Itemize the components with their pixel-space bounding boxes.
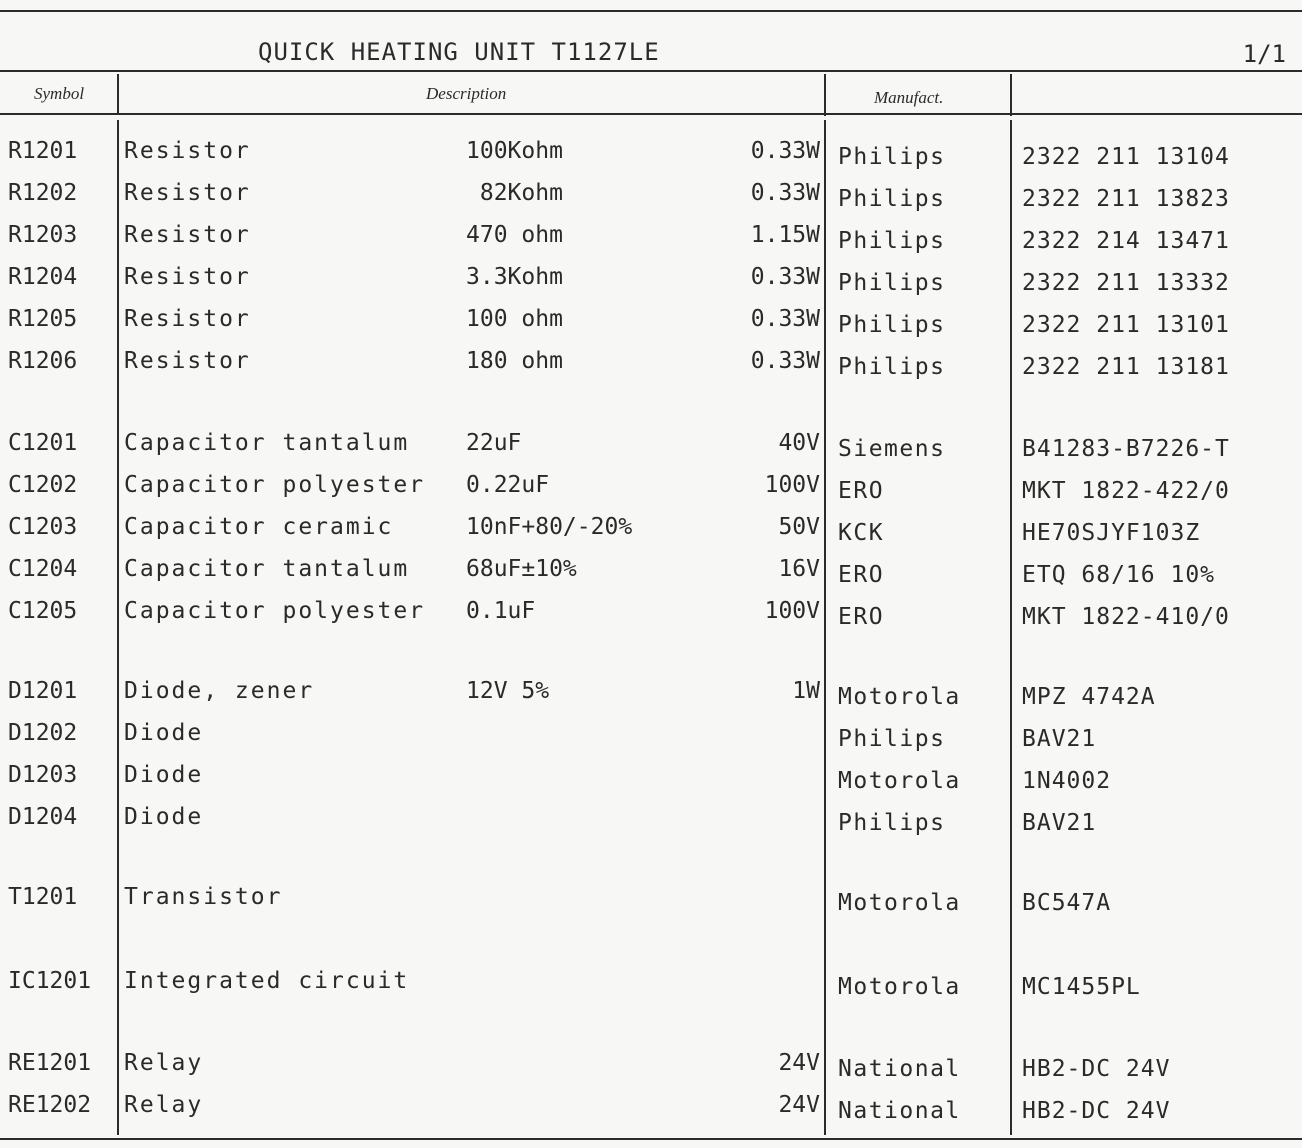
cell-part-number: ETQ 68/16 10% — [1022, 562, 1216, 588]
table-row — [0, 180, 1302, 216]
table-row — [0, 348, 1302, 384]
cell-part-number: 2322 211 13104 — [1022, 144, 1230, 170]
table-row — [0, 514, 1302, 550]
table-row — [0, 678, 1302, 714]
cell-description: Resistor — [124, 180, 251, 206]
cell-symbol: C1205 — [8, 598, 78, 624]
cell-symbol: T1201 — [8, 884, 78, 910]
table-row — [0, 556, 1302, 592]
cell-description: Resistor — [124, 138, 251, 164]
table-row — [0, 1092, 1302, 1128]
cell-part-number: HB2-DC 24V — [1022, 1098, 1171, 1124]
page-number: 1/1 — [1242, 40, 1286, 68]
cell-symbol: C1203 — [8, 514, 78, 540]
cell-manufacturer: National — [838, 1098, 961, 1124]
cell-description: Capacitor tantalum — [124, 556, 410, 582]
cell-description: Relay — [124, 1050, 204, 1076]
table-row — [0, 222, 1302, 258]
cell-part-number: 1N4002 — [1022, 768, 1112, 794]
cell-rating: 0.33W — [750, 180, 820, 206]
table-row — [0, 264, 1302, 300]
cell-description: Integrated circuit — [124, 968, 410, 994]
cell-description: Capacitor tantalum — [124, 430, 410, 456]
table-row — [0, 598, 1302, 634]
col-divider-manufacturer — [1010, 74, 1012, 116]
table-row — [0, 720, 1302, 756]
cell-part-number: MKT 1822-422/0 — [1022, 478, 1230, 504]
cell-symbol: R1202 — [8, 180, 78, 206]
cell-part-number: BAV21 — [1022, 726, 1097, 752]
cell-manufacturer: Philips — [838, 726, 946, 752]
cell-value: 3.3Kohm — [466, 264, 563, 290]
cell-rating: 40V — [778, 430, 820, 456]
cell-rating: 0.33W — [750, 348, 820, 374]
cell-description: Resistor — [124, 306, 251, 332]
cell-part-number: HE70SJYF103Z — [1022, 520, 1201, 546]
cell-description: Diode — [124, 762, 204, 788]
header-bottom-rule — [0, 113, 1302, 115]
cell-symbol: R1204 — [8, 264, 78, 290]
cell-manufacturer: Philips — [838, 810, 946, 836]
table-row — [0, 138, 1302, 174]
cell-rating: 1.15W — [750, 222, 820, 248]
cell-manufacturer: Motorola — [838, 974, 961, 1000]
cell-value: 100 ohm — [466, 306, 563, 332]
cell-rating: 24V — [778, 1092, 820, 1118]
header-manufacturer: Manufact. — [874, 88, 944, 107]
cell-description: Capacitor ceramic — [124, 514, 394, 540]
table-row — [0, 1050, 1302, 1086]
cell-part-number: MPZ 4742A — [1022, 684, 1156, 710]
col-divider-symbol — [117, 74, 119, 113]
cell-part-number: BC547A — [1022, 890, 1112, 916]
cell-symbol: RE1202 — [8, 1092, 92, 1118]
cell-description: Capacitor polyester — [124, 598, 426, 624]
cell-description: Resistor — [124, 222, 251, 248]
cell-manufacturer: ERO — [838, 478, 885, 504]
cell-part-number: MC1455PL — [1022, 974, 1141, 1000]
header-top-rule — [0, 70, 1302, 72]
top-rule — [0, 10, 1302, 12]
cell-description: Relay — [124, 1092, 204, 1118]
cell-rating: 100V — [764, 598, 820, 624]
cell-manufacturer: Philips — [838, 228, 946, 254]
cell-symbol: C1204 — [8, 556, 78, 582]
cell-description: Diode — [124, 720, 204, 746]
cell-value: 10nF+80/-20% — [466, 514, 633, 540]
cell-description: Resistor — [124, 264, 251, 290]
cell-rating: 0.33W — [750, 138, 820, 164]
bottom-rule — [0, 1138, 1302, 1140]
table-row — [0, 430, 1302, 466]
table-row — [0, 968, 1302, 1004]
cell-manufacturer: Philips — [838, 186, 946, 212]
cell-value: 12V 5% — [466, 678, 550, 704]
header-description: Description — [426, 84, 507, 103]
cell-description: Transistor — [124, 884, 283, 910]
cell-manufacturer: Siemens — [838, 436, 946, 462]
table-row — [0, 884, 1302, 920]
cell-rating: 16V — [778, 556, 820, 582]
cell-manufacturer: National — [838, 1056, 961, 1082]
cell-symbol: R1205 — [8, 306, 78, 332]
cell-symbol: D1202 — [8, 720, 78, 746]
table-row — [0, 306, 1302, 342]
header-symbol: Symbol — [34, 84, 85, 103]
cell-part-number: MKT 1822-410/0 — [1022, 604, 1230, 630]
cell-part-number: 2322 211 13332 — [1022, 270, 1230, 296]
cell-symbol: D1204 — [8, 804, 78, 830]
cell-symbol: D1201 — [8, 678, 78, 704]
cell-part-number: 2322 211 13101 — [1022, 312, 1230, 338]
cell-rating: 100V — [764, 472, 820, 498]
cell-description: Diode — [124, 804, 204, 830]
cell-manufacturer: Philips — [838, 312, 946, 338]
cell-symbol: RE1201 — [8, 1050, 92, 1076]
cell-part-number: B41283-B7226-T — [1022, 436, 1230, 462]
cell-description: Diode, zener — [124, 678, 315, 704]
cell-rating: 50V — [778, 514, 820, 540]
cell-value: 68uF±10% — [466, 556, 577, 582]
cell-value: 470 ohm — [466, 222, 563, 248]
cell-symbol: D1203 — [8, 762, 78, 788]
cell-value: 82Kohm — [466, 180, 563, 206]
cell-part-number: 2322 214 13471 — [1022, 228, 1230, 254]
cell-rating: 0.33W — [750, 264, 820, 290]
cell-part-number: BAV21 — [1022, 810, 1097, 836]
cell-value: 22uF — [466, 430, 522, 456]
cell-manufacturer: Philips — [838, 144, 946, 170]
cell-symbol: IC1201 — [8, 968, 92, 994]
cell-manufacturer: Philips — [838, 354, 946, 380]
table-row — [0, 472, 1302, 508]
cell-description: Resistor — [124, 348, 251, 374]
table-row — [0, 762, 1302, 798]
cell-manufacturer: KCK — [838, 520, 885, 546]
cell-part-number: HB2-DC 24V — [1022, 1056, 1171, 1082]
cell-description: Capacitor polyester — [124, 472, 426, 498]
cell-symbol: R1203 — [8, 222, 78, 248]
cell-symbol: R1201 — [8, 138, 78, 164]
cell-manufacturer: Motorola — [838, 768, 961, 794]
cell-value: 100Kohm — [466, 138, 563, 164]
cell-rating: 1W — [792, 678, 820, 704]
cell-symbol: C1202 — [8, 472, 78, 498]
cell-value: 0.22uF — [466, 472, 550, 498]
cell-manufacturer: Motorola — [838, 684, 961, 710]
cell-manufacturer: Motorola — [838, 890, 961, 916]
cell-part-number: 2322 211 13823 — [1022, 186, 1230, 212]
cell-value: 180 ohm — [466, 348, 563, 374]
document-title: QUICK HEATING UNIT T1127LE — [258, 38, 660, 66]
cell-symbol: R1206 — [8, 348, 78, 374]
cell-rating: 24V — [778, 1050, 820, 1076]
cell-part-number: 2322 211 13181 — [1022, 354, 1230, 380]
table-row — [0, 804, 1302, 840]
cell-manufacturer: Philips — [838, 270, 946, 296]
cell-rating: 0.33W — [750, 306, 820, 332]
cell-manufacturer: ERO — [838, 604, 885, 630]
cell-manufacturer: ERO — [838, 562, 885, 588]
cell-symbol: C1201 — [8, 430, 78, 456]
cell-value: 0.1uF — [466, 598, 536, 624]
col-divider-description — [824, 74, 826, 116]
